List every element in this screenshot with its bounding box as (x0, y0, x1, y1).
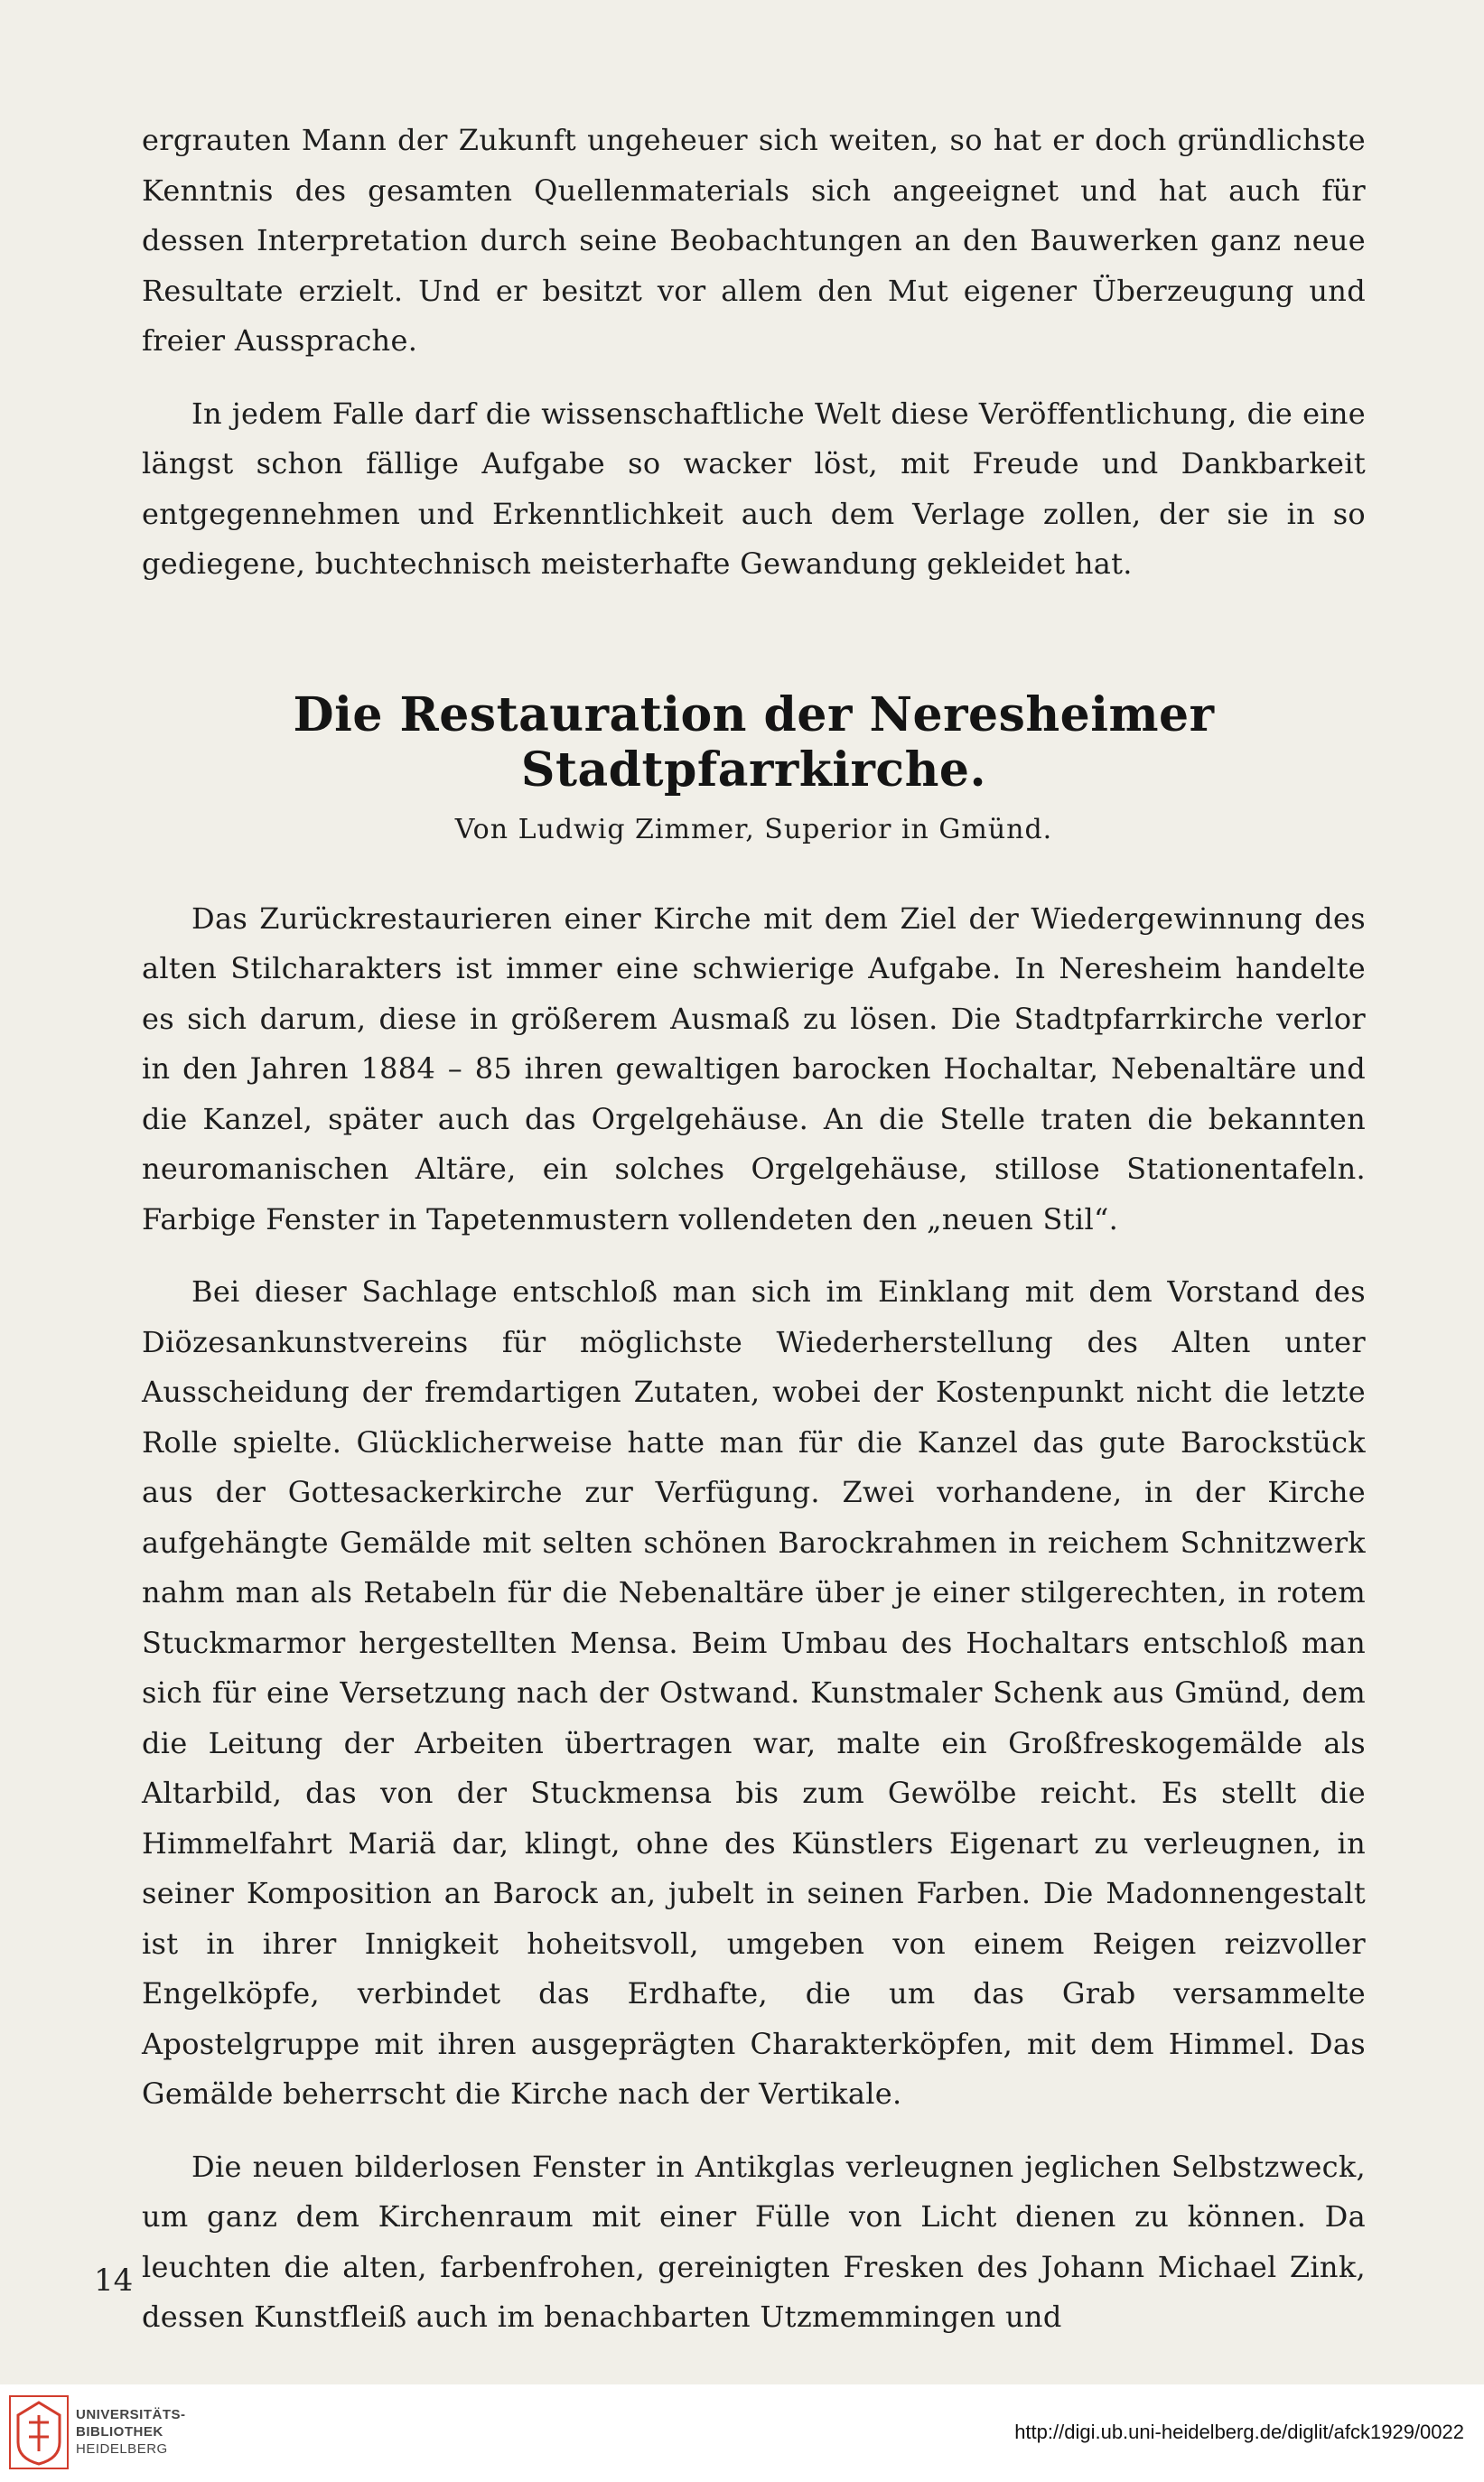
article-paragraph-2: Bei dieser Sachlage entschloß man sich im Einklang mit dem Vorstand des Diözesankunstvereins für möglichste Wiederherstellung des Alten unter Ausscheidung der fremdartigen Zutaten, wobei der Kostenpunkt nicht die letzte Rolle spielte. Glücklicherweise hatte man für die Kanzel das gute Barockstück aus der Gottesackerkirche zur Verfügung. Zwei vorhandene, in der Kirche aufgehängte Gemälde mit selten schönen Barockrahmen in reichem Schnitzwerk nahm man als Retabeln für die Nebenaltäre über je einer stilgerechten, in rotem Stuckmarmor hergestellten Mensa. Beim Umbau des Hochaltars entschloß man sich für eine Versetzung nach der Ostwand. Kunstmaler Schenk aus Gmünd, dem die Leitung der Arbeiten übertragen war, malte ein Großfreskogemälde als Altarbild, das von der Stuckmensa bis zum Gewölbe reicht. Es stellt die Himmelfahrt Mariä dar, klingt, ohne des Künstlers Eigenart zu verleugnen, in seiner Komposition an Barock an, jubelt in seinen Farben. Die Madonnengestalt ist in ihrer Innigkeit hoheitsvoll, umgeben von einem Reigen reizvoller Engelköpfe, verbindet das Erdhafte, die um das Grab versammelte Apostelgruppe mit ihren ausgeprägten Charakterköpfen, mit dem Himmel. Das Gemälde beherrscht die Kirche nach der Vertikale. (142, 1274, 1366, 2111)
intro-paragraph-1: ergrauten Mann der Zukunft ungeheuer sich weiten, so hat er doch gründlichste Kenntnis des gesamten Quellenmaterials sich angeeignet und hat auch für dessen Interpretation durch seine Beobachtungen an den Bauwerken ganz neue Resultate erzielt. Und er besitzt vor allem den Mut eigener Überzeugung und freier Aussprache. (142, 123, 1366, 358)
library-name-line-1: UNIVERSITÄTS- (76, 2407, 186, 2422)
article-title: Die Restauration der Neresheimer Stadtpfarrkirche. (293, 686, 1215, 798)
page-text-block (142, 116, 1366, 2343)
library-name-line-2: BIBLIOTHEK (76, 2424, 163, 2440)
source-url-link[interactable]: http://digi.ub.uni-heidelberg.de/diglit/afck1929/0022 (1014, 2421, 1464, 2443)
library-name (76, 2406, 186, 2458)
article-paragraph-1: Das Zurückrestaurieren einer Kirche mit dem Ziel der Wiedergewinnung des alten Stilcharakters ist immer eine schwierige Aufgabe. In Neresheim handelte es sich darum, diese in größerem Ausmaß zu lösen. Die Stadtpfarrkirche verlor in den Jahren 1884 – 85 ihren gewaltigen barocken Hochaltar, Nebenaltäre und die Kanzel, später auch das Orgelgehäuse. An die Stelle traten die bekannten neuromanischen Altäre, ein solches Orgelgehäuse, stillose Stationentafeln. Farbige Fenster in Tapetenmustern vollendeten den „neuen Stil“. (142, 900, 1366, 1236)
article-byline: Von Ludwig Zimmer, Superior in Gmünd. (454, 813, 1053, 845)
page-number: 14 (94, 2263, 134, 2299)
intro-paragraph-2: In jedem Falle darf die wissenschaftliche Welt diese Veröffentlichung, die eine längst schon fällige Aufgabe so wacker löst, mit Freude und Dankbarkeit entgegennehmen und Erkenntlichkeit auch dem Verlage zollen, der sie in so gediegene, buchtechnisch meisterhafte Gewandung gekleidet hat. (142, 396, 1366, 581)
university-seal-logo (9, 2395, 69, 2469)
library-name-line-3: HEIDELBERG (76, 2441, 168, 2457)
article-paragraph-3: Die neuen bilderlosen Fenster in Antikglas verleugnen jeglichen Selbstzweck, um ganz dem Kirchenraum mit einer Fülle von Licht dienen zu können. Da leuchten die alten, farbenfrohen, gereinigten Fresken des Johann Michael Zink, dessen Kunstfleiß auch im benachbarten Utzmemmingen und (142, 2149, 1366, 2334)
